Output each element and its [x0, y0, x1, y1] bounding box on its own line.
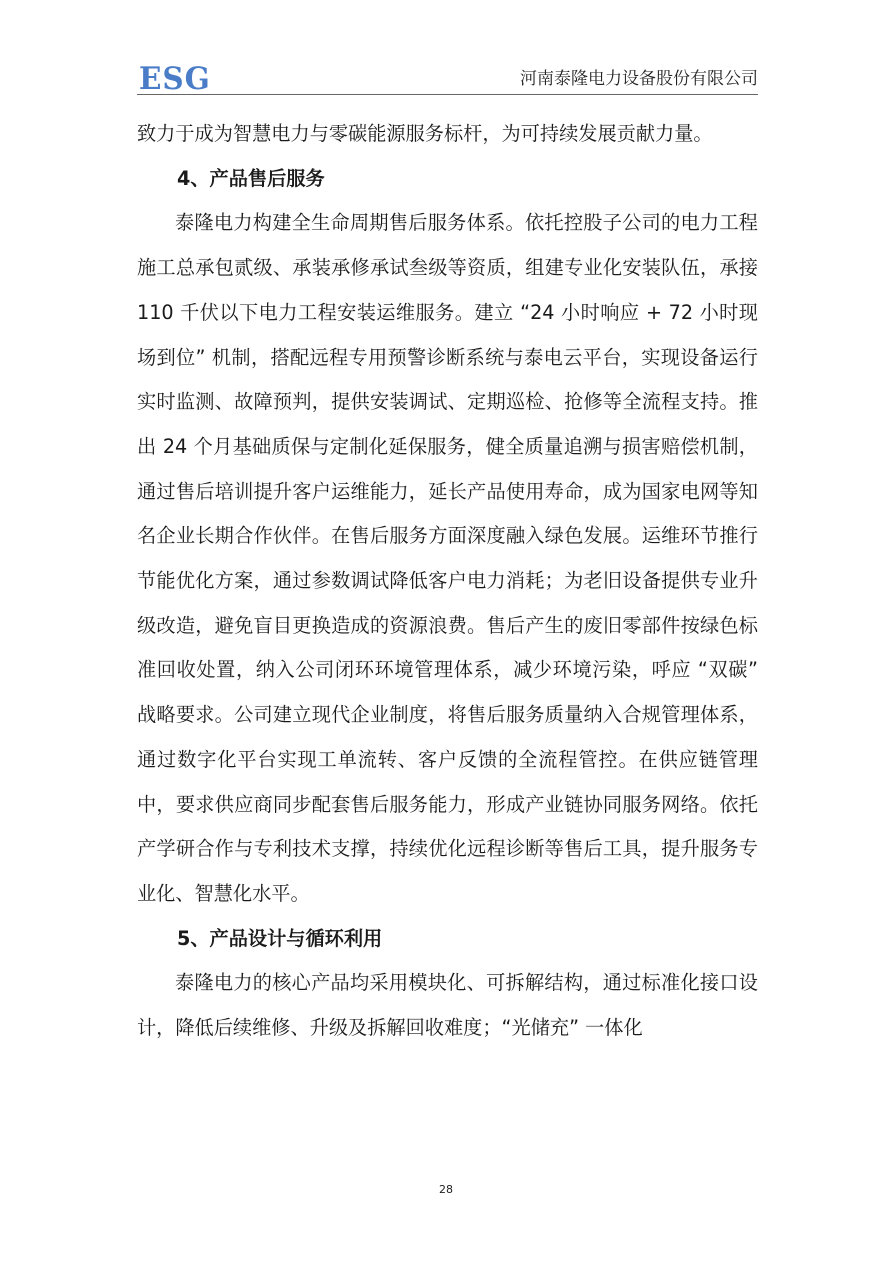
page-header — [137, 60, 758, 97]
header-divider — [137, 94, 758, 95]
page-number: 28 — [439, 1183, 453, 1196]
continuation-paragraph: 致力于成为智慧电力与零碳能源服务标杆，为可持续发展贡献力量。 — [137, 122, 713, 145]
after-sales-paragraph: 泰隆电力构建全生命周期售后服务体系。依托控股子公司的电力工程施工总承包贰级、承装承修承试叁级等资质，组建专业化安装队伍，承接 110 千伏以下电力工程安装运维服务。建立 “24 小时响应 + 72 小时现场到位” 机制，搭配远程专用预警诊断系统与泰电云平台，实现设备运行实时监测、故障预判，提供安装调试、定期巡检、抢修等全流程支持。推出 24 个月基础质保与定制化延保服务，健全质量追溯与损害赔偿机制，通过售后培训提升客户运维能力，延长产品使用寿命，成为国家电网等知名企业长期合作伙伴。在售后服务方面深度融入绿色发展。运维环节推行节能优化方案，通过参数调试降低客户电力消耗；为老旧设备提供专业升级改造，避免盲目更换造成的资源浪费。售后产生的废旧零部件按绿色标准回收处置，纳入公司闭环环境管理体系，减少环境污染，呼应 “双碳” 战略要求。公司建立现代企业制度，将售后服务质量纳入合规管理体系，通过数字化平台实现工单流转、客户反馈的全流程管控。在供应链管理中，要求供应商同步配套售后服务能力，形成产业链协同服务网络。依托产学研合作与专利技术支撑，持续优化远程诊断等售后工具，提升服务专业化、智慧化水平。 — [137, 211, 758, 905]
section-heading-design-recycling: 5、产品设计与循环利用 — [177, 926, 383, 950]
document-body — [137, 112, 758, 1051]
company-name: 河南泰隆电力设备股份有限公司 — [520, 69, 758, 89]
esg-logo: ESG — [139, 61, 211, 97]
section-heading-after-sales: 4、产品售后服务 — [177, 166, 325, 190]
design-recycling-paragraph: 泰隆电力的核心产品均采用模块化、可拆解结构，通过标准化接口设计，降低后续维修、升级及拆解回收难度；“光储充” 一体化 — [137, 971, 758, 1040]
